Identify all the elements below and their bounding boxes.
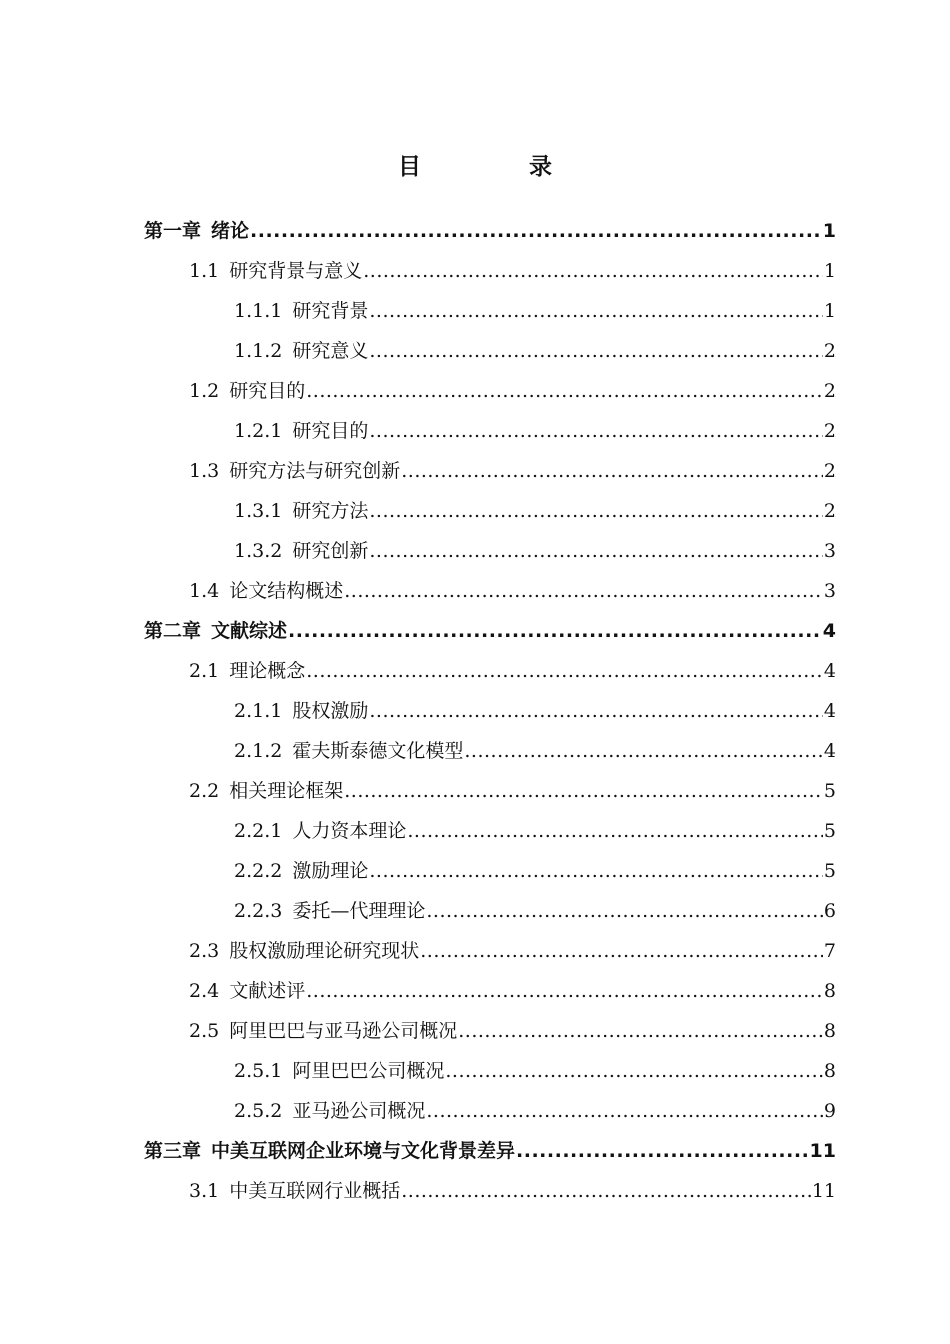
toc-entry-title: 文献综述 — [211, 620, 288, 642]
toc-entry-number: 2.2.3 — [234, 900, 283, 922]
toc-entry[interactable] — [144, 411, 836, 451]
toc-entry-number: 3.1 — [189, 1180, 220, 1202]
toc-entry-title: 文献述评 — [229, 980, 306, 1002]
toc-entry[interactable] — [144, 251, 836, 291]
toc-entry-title: 股权激励 — [292, 700, 369, 722]
dot-leader — [369, 411, 823, 451]
toc-entry[interactable] — [144, 1091, 836, 1131]
toc-entry-title: 研究背景 — [292, 300, 369, 322]
dot-leader — [344, 771, 823, 811]
toc-entry-number: 2.1.1 — [234, 700, 283, 722]
toc-entry[interactable] — [144, 651, 836, 691]
toc-entry-page: 5 — [823, 780, 836, 802]
toc-entry[interactable] — [144, 891, 836, 931]
toc-entry-title: 理论概念 — [229, 660, 306, 682]
toc-entry-title: 研究意义 — [292, 340, 369, 362]
toc-entry-page: 1 — [822, 220, 836, 242]
toc-entry-page: 1 — [823, 300, 836, 322]
page-title: 目 录 — [397, 154, 602, 180]
toc-entry-page: 7 — [823, 940, 836, 962]
toc-entry[interactable] — [144, 291, 836, 331]
toc-entry-page: 8 — [823, 980, 836, 1002]
dot-leader — [369, 851, 823, 891]
toc-entry-page: 5 — [823, 860, 836, 882]
dot-leader — [458, 1011, 823, 1051]
toc-entry-number: 2.2.1 — [234, 820, 283, 842]
toc-entry[interactable] — [144, 1011, 836, 1051]
toc-entry[interactable] — [144, 611, 836, 651]
toc-entry-number: 第三章 — [144, 1140, 202, 1162]
toc-entry-page: 11 — [809, 1140, 836, 1162]
toc-entry-title: 论文结构概述 — [229, 580, 344, 602]
toc-entry-page: 2 — [823, 460, 836, 482]
toc-entry-number: 2.4 — [189, 980, 220, 1002]
toc-entry-title: 激励理论 — [292, 860, 369, 882]
toc-entry-title: 研究方法 — [292, 500, 369, 522]
dot-leader — [369, 491, 823, 531]
toc-entry-title: 研究目的 — [292, 420, 369, 442]
toc-entry-page: 2 — [823, 420, 836, 442]
toc-entry-number: 1.1.2 — [234, 340, 283, 362]
dot-leader — [420, 931, 823, 971]
toc-entry-page: 4 — [822, 620, 836, 642]
toc-entry[interactable] — [144, 851, 836, 891]
toc-entry-title: 中美互联网行业概括 — [229, 1180, 401, 1202]
toc-entry-title: 研究背景与意义 — [229, 260, 363, 282]
toc-entry-number: 1.4 — [189, 580, 220, 602]
toc-entry-title: 研究创新 — [292, 540, 369, 562]
toc-entry-page: 8 — [823, 1060, 836, 1082]
toc-entry-page: 2 — [823, 380, 836, 402]
toc-entry-page: 8 — [823, 1020, 836, 1042]
toc-entry-number: 2.5 — [189, 1020, 220, 1042]
toc-entry-number: 第二章 — [144, 620, 202, 642]
toc-entry[interactable] — [144, 211, 836, 251]
toc-entry-number: 2.3 — [189, 940, 220, 962]
toc-entry-title: 相关理论框架 — [229, 780, 344, 802]
toc-entry-title: 委托—代理理论 — [292, 900, 426, 922]
dot-leader — [306, 971, 823, 1011]
toc-entry-number: 1.2 — [189, 380, 220, 402]
dot-leader — [369, 531, 823, 571]
toc-entry[interactable] — [144, 331, 836, 371]
toc-entry[interactable] — [144, 531, 836, 571]
dot-leader — [426, 1091, 823, 1131]
toc-entry-title: 股权激励理论研究现状 — [229, 940, 420, 962]
toc-entry-title: 研究方法与研究创新 — [229, 460, 401, 482]
table-of-contents — [144, 211, 836, 1211]
dot-leader — [401, 1171, 811, 1211]
toc-entry-page: 5 — [823, 820, 836, 842]
toc-entry[interactable] — [144, 811, 836, 851]
toc-entry[interactable] — [144, 1171, 836, 1211]
toc-entry-number: 1.1.1 — [234, 300, 283, 322]
toc-entry-number: 2.1 — [189, 660, 220, 682]
toc-entry[interactable] — [144, 771, 836, 811]
dot-leader — [306, 651, 823, 691]
toc-entry-title: 人力资本理论 — [292, 820, 407, 842]
dot-leader — [288, 611, 822, 651]
toc-entry-title: 中美互联网企业环境与文化背景差异 — [211, 1140, 516, 1162]
toc-entry-title: 阿里巴巴公司概况 — [292, 1060, 445, 1082]
dot-leader — [306, 371, 823, 411]
dot-leader — [516, 1131, 809, 1171]
toc-entry[interactable] — [144, 731, 836, 771]
toc-entry-number: 2.2.2 — [234, 860, 283, 882]
dot-leader — [369, 291, 823, 331]
dot-leader — [426, 891, 823, 931]
toc-entry[interactable] — [144, 931, 836, 971]
dot-leader — [401, 451, 823, 491]
toc-entry[interactable] — [144, 691, 836, 731]
toc-entry-page: 4 — [823, 660, 836, 682]
toc-entry-number: 1.1 — [189, 260, 220, 282]
toc-entry[interactable] — [144, 451, 836, 491]
toc-entry-number: 第一章 — [144, 220, 202, 242]
toc-entry-page: 4 — [823, 740, 836, 762]
dot-leader — [445, 1051, 823, 1091]
toc-entry-title: 绪论 — [211, 220, 250, 242]
dot-leader — [369, 331, 823, 371]
toc-entry-page: 11 — [811, 1180, 836, 1202]
toc-entry-page: 2 — [823, 500, 836, 522]
toc-entry-title: 阿里巴巴与亚马逊公司概况 — [229, 1020, 458, 1042]
toc-entry-number: 1.3.1 — [234, 500, 283, 522]
toc-entry-number: 1.3.2 — [234, 540, 283, 562]
toc-entry-number: 1.2.1 — [234, 420, 283, 442]
toc-entry-page: 1 — [823, 260, 836, 282]
toc-entry-number: 2.2 — [189, 780, 220, 802]
toc-entry-title: 亚马逊公司概况 — [292, 1100, 426, 1122]
toc-entry[interactable] — [144, 371, 836, 411]
dot-leader — [250, 211, 822, 251]
toc-entry-page: 3 — [823, 580, 836, 602]
toc-entry-page: 9 — [823, 1100, 836, 1122]
dot-leader — [464, 731, 823, 771]
toc-entry-number: 2.1.2 — [234, 740, 283, 762]
toc-entry[interactable] — [144, 971, 836, 1011]
toc-entry[interactable] — [144, 491, 836, 531]
toc-entry-title: 霍夫斯泰德文化模型 — [292, 740, 464, 762]
toc-entry[interactable] — [144, 571, 836, 611]
toc-entry-page: 3 — [823, 540, 836, 562]
dot-leader — [407, 811, 823, 851]
toc-entry-number: 2.5.2 — [234, 1100, 283, 1122]
toc-entry-page: 2 — [823, 340, 836, 362]
toc-entry-page: 4 — [823, 700, 836, 722]
toc-entry[interactable] — [144, 1131, 836, 1171]
dot-leader — [363, 251, 823, 291]
toc-entry-number: 1.3 — [189, 460, 220, 482]
toc-entry[interactable] — [144, 1051, 836, 1091]
dot-leader — [344, 571, 823, 611]
toc-entry-number: 2.5.1 — [234, 1060, 283, 1082]
toc-entry-page: 6 — [823, 900, 836, 922]
toc-entry-title: 研究目的 — [229, 380, 306, 402]
dot-leader — [369, 691, 823, 731]
